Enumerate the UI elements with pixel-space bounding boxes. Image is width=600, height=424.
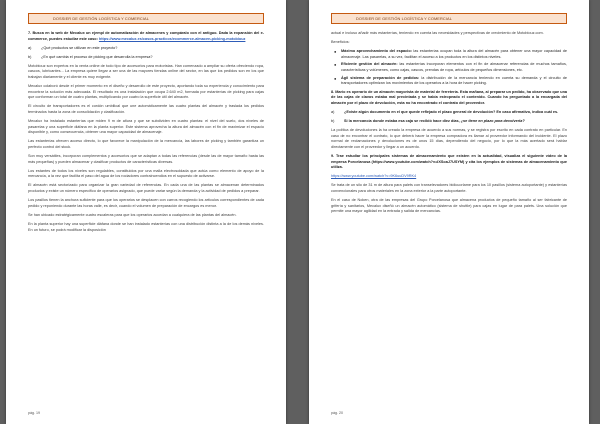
answer-paragraph: En el caso de Noken, otra de las empresas del Grupo Porcelanosa que almacena productos de pequeño tamaño al ser fabricante de grifería y sanitarios, Mecalux diseñó un almacén automático (sistema de shuttle) para cajas en lugar de para palets. Una solución que permite una mayor agilidad en la entrada y salida de mercancías. bbox=[331, 198, 567, 214]
subquestion-8a bbox=[331, 110, 567, 116]
subquestion-8b bbox=[331, 119, 567, 125]
benefit-item bbox=[334, 49, 567, 60]
page-number: pág. 19 bbox=[28, 411, 40, 415]
subquestion-a-text: ¿Qué productos se utilizan en este proyecto? bbox=[41, 45, 118, 50]
answer-paragraph: Los estantes de todos los niveles son regulables, constituidos por una malla electrosoldada que actúa como elemento de apoyo de la mercancía, a la vez que facilita el paso del agua de los rociadores contraincendios en el supuesto de activarse. bbox=[28, 168, 264, 179]
page-header: DOSSIER DE GESTIÓN LOGÍSTICA Y COMERCIAL bbox=[331, 13, 567, 24]
question-8: 8. Mario es operario de un almacén mayorista de material de ferretería. Esta mañana, al preparar un pedido, ha observado que una de las cajas de clavos estaba mal precintada y se había estropeado el contenido. Cuando ha preguntado a la encargada del almacén por el plazo de devolución, esta no ha encontrado el contrato del proveedor. bbox=[331, 89, 567, 105]
answer-paragraph: Son muy versátiles, incorporan complementos y accesorios que se adaptan a todas las referencias (desde las de mayor tamaño hasta las más pequeñas) y pueden almacenar y clasificar productos de características diversas. bbox=[28, 154, 264, 164]
subquestion-a bbox=[28, 46, 264, 52]
answer-paragraph: Mecalux ha instalado estanterías que miden 9 m de altura y que se subdividen en cuatro plantas: el nivel del suelo, dos niveles de pasarelas y una superficie diáfana en la planta superior. Este sistema aprovecha la altura del almacén con el fin de maximizar el espacio disponible y, como consecuencia, obtener una mayor capacidad de almacenaje. bbox=[28, 119, 264, 135]
bullet-icon: ● bbox=[334, 75, 337, 81]
subquestion-8a-text: ¿Existe algún documento en el que quede reflejado el plazo general de devolución? En caso afirmativo, indica cuál es. bbox=[344, 110, 559, 115]
answer-paragraph: Las estanterías ofrecen acceso directo, lo que favorece la manipulación de la mercancía, las labores de picking y también garantiza un perfecto control del stock. bbox=[28, 139, 264, 149]
answer-paragraph: Se han ubicado estratégicamente cuatro escaleras para que los operarios accedan a cualquiera de las plantas del almacén. bbox=[28, 212, 237, 217]
answer-paragraph: Se trata de un silo de 31 m de altura para palets con transelevadores bidicuorlame para los 10 pasillos (sistema autoportante) y estanterías convencionales para otros materiales en la zona exterior a la parte autoportante. bbox=[331, 183, 567, 194]
subquestion-a-marker: a) bbox=[28, 45, 32, 50]
youtube-video-link[interactable]: https://www.youtube.com/watch?v=9K6uuDV9RK4 bbox=[331, 174, 417, 179]
answer-paragraph: Los pasillos tienen la anchura suficiente para que los operarios se desplacen con carros recogiendo los artículos correspondientes de cada pedido y reponiendo durante las horas valle, es decir, cuando el volumen de preparación de encargos es menor. bbox=[28, 198, 264, 208]
bullet-icon: ● bbox=[334, 62, 337, 68]
question-7-text: 7. Busca en la web de Mecalux un ejempl de automatización de almacenes y compáralo con el antiguo. Dada la expansión del e-commerce, puedes estudiar este caso: bbox=[28, 31, 264, 41]
subquestion-8b-marker: b) bbox=[331, 119, 335, 124]
benefit-heading: Eficiente gestión del almacén: bbox=[341, 62, 398, 67]
benefits-title: Beneficios: bbox=[331, 40, 350, 45]
answer-paragraph: El almacén está sectorizado para organizar la gran variedad de referencias. En cada una de las plantas se almacenan determinados productos y existe un número específico de operarios asignado, que puede variar según la demanda y la actividad de pedidos a preparar. bbox=[28, 183, 264, 194]
benefit-heading: Ágil sistema de preparación de pedidos: bbox=[341, 75, 420, 80]
benefit-text: las estanterías ocupan toda la altura del almacén para obtener una mayor capacidad de almacenaje. Las pasarelas, a su vez, facilitan el acceso a los productos en los distintos niveles. bbox=[341, 49, 567, 59]
page-content bbox=[28, 31, 264, 406]
continued-paragraph: actual e incluso añadir más estanterías, teniendo en cuenta las necesidades y perspectivas de crecimiento de Motobiouz.com. bbox=[331, 31, 544, 35]
subquestion-8b-italic: ¿se tiene en plazo para devolverla? bbox=[460, 119, 525, 124]
video-link-paragraph bbox=[331, 174, 567, 180]
answer-paragraph: Motobiouz son expertos en la venta online de todo tipo de accesorios para motoristas. Han comenzado a ampliar su oferta ofreciendo ropa, cascos, lubricantes... La empresa quiere llegar a ser una de las mayores tiendas online del sector, en las que los pedidos son en los que trabajan diariamente y el cliente es muy exigente. bbox=[28, 63, 264, 80]
mecalux-case-link[interactable]: https://www.mecalux.es/casos-practicos/ecommerce-almacen-picking-motobiouz bbox=[98, 36, 246, 41]
document-page-right bbox=[309, 0, 589, 424]
answer-paragraph: Mecalux colaboró desde el primer momento en el diseño y desarrollo de este proyecto, aportando toda su experiencia y conocimiento para encontrar la solución más adecuada. El resultado es una instalación que ocupa 2.640 m2, formada por estanterías de picking para cajas que conforman un total de cuatro plantas, multiplicando por cuatro la superficie útil del almacén. bbox=[28, 84, 264, 100]
subquestion-b-marker: b) bbox=[28, 54, 32, 59]
question-9: 9. Trae estudiar los principales sistemas de almacenamiento que existen en la actualidad, visualiza el siguiente vídeo de la empresa Porcelanosa (https://www.youtube.com/watch?v=IXSoaJ7USYM) y cita los ejemplos de sistemas de almacenamiento que utiliza. bbox=[331, 154, 567, 170]
page-content bbox=[331, 31, 567, 406]
benefit-heading: Máximo aprovechamiento del espacio: bbox=[341, 49, 412, 54]
document-page-left bbox=[6, 0, 286, 424]
subquestion-8a-marker: a) bbox=[331, 110, 335, 115]
question-7 bbox=[28, 31, 264, 42]
benefit-text: las estanterías incorporan elementos con el fin de almacenar referencias de muchos tamaños, características y volúmenes, como cajas, cascos, prendas de ropa, artículos de pequeños dimensiones, etc. bbox=[341, 62, 567, 72]
subquestion-b-text: ¿En qué cambia el proceso de picking que desarrolla la empresa? bbox=[41, 54, 153, 59]
benefit-text: la distribución de la mercancía teniendo en cuenta su demanda y el circuito de transportadores optimizan los movimientos de los operarios a la hora de hacer picking. bbox=[341, 75, 567, 86]
subquestion-b bbox=[28, 55, 264, 61]
benefit-item bbox=[334, 62, 567, 73]
bullet-icon: ● bbox=[334, 49, 337, 55]
page-header: DOSSIER DE GESTIÓN LOGÍSTICA Y COMERCIAL bbox=[28, 13, 264, 24]
page-number: pág. 20 bbox=[331, 411, 343, 415]
benefit-item bbox=[334, 75, 567, 87]
answer-paragraph: El circuito de transportadores es el cordón umbilical que une automáticamente las cuatro plantas del almacén y traslada los pedidos terminados hasta la zona de consolidación y clasificación. bbox=[28, 104, 264, 115]
benefits-list bbox=[331, 49, 567, 87]
subquestion-8b-text: Si la mercancía donde estaba esa caja se recibió hace diez días, bbox=[344, 119, 461, 124]
answer-paragraph: La política de devoluciones la ha creado la empresa de acuerdo a sus normas, y se registra por escrito en cada contrato en particular. En caso de no encontrar el contrato, lo que deberá hacer la empresa compradora es llamar al proveedor informando del incidente. El plazo normal de reclamaciones y devoluciones es de unos 15 días, dependiendo del negocio, por lo que la más acertado será hablar directamente con el proveedor y llegar a un acuerdo. bbox=[331, 128, 567, 149]
answer-paragraph: En la planta superior hay una superficie diáfana donde se han instalado estanterías con una distribución distinta a la de los demás niveles. En un futuro, se podrá modificar la disposición bbox=[28, 221, 264, 232]
